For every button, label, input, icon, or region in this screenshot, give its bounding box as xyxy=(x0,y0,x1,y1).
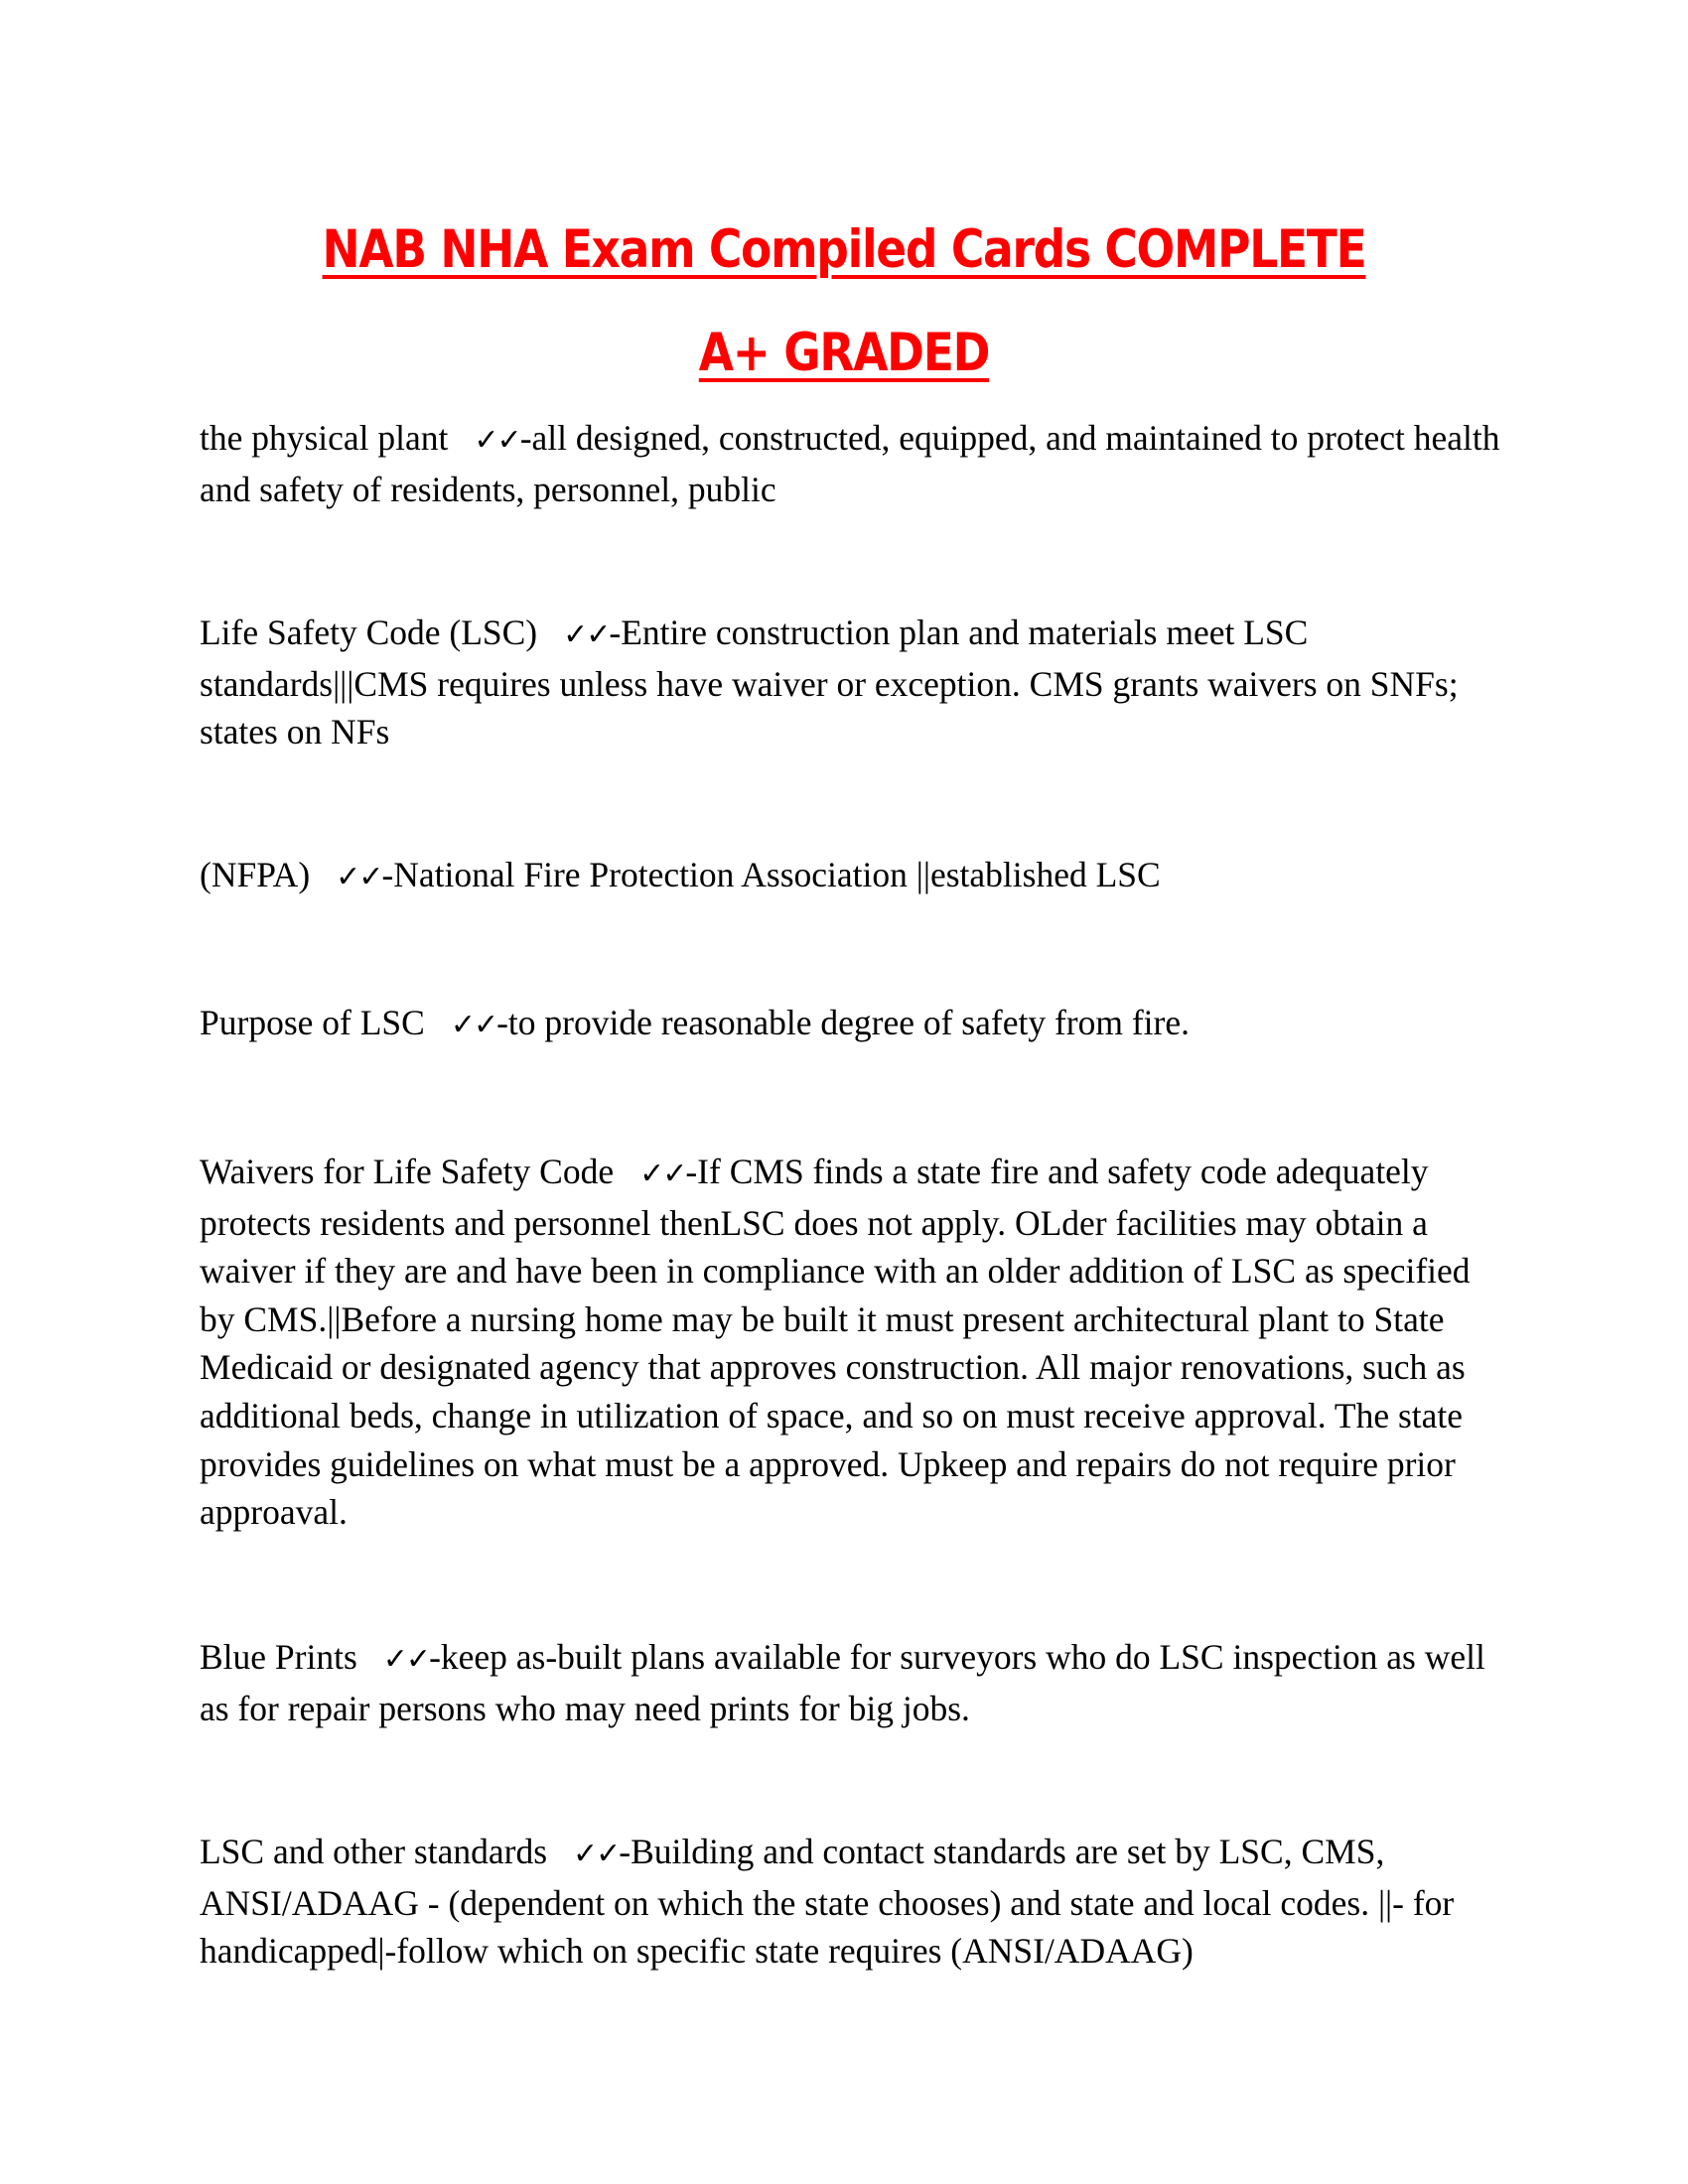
flashcard-nfpa xyxy=(200,851,1510,902)
card-definition: -keep as-built plans available for surveyors who do LSC inspection as well as for repair persons who may need prints for big jobs. xyxy=(200,1637,1485,1728)
flashcard-lsc-other-standards xyxy=(200,1828,1510,1976)
flashcard-waivers-lsc xyxy=(200,1148,1510,1537)
card-term: Blue Prints xyxy=(200,1637,357,1677)
flashcard-purpose-of-lsc xyxy=(200,999,1510,1050)
double-checkmark-icon: ✓✓ xyxy=(382,1642,430,1677)
card-definition: -Building and contact standards are set by LSC, CMS, ANSI/ADAAG - (dependent on which the state chooses) and state and local codes. ||- for handicapped|-follow which on specific state requires (ANSI/ADAAG) xyxy=(200,1832,1455,1972)
card-definition: -Entire construction plan and materials meet LSC standards|||CMS requires unless have waiver or exception. CMS grants waivers on SNFs; states on NFs xyxy=(200,613,1459,752)
card-term: the physical plant xyxy=(200,418,449,458)
double-checkmark-icon: ✓✓ xyxy=(336,860,382,894)
flashcard-blue-prints xyxy=(200,1633,1510,1732)
card-definition: -National Fire Protection Association ||established LSC xyxy=(381,855,1161,894)
card-definition: -If CMS finds a state fire and safety code adequately protects residents and personnel thenLSC does not apply. OLder facilities may obtain a waiver if they are and have been in compliance with an older addition of LSC as specified by CMS.||Before a nursing home may be built it must present architectural plant to State Medicaid or designated agency that approves construction. All major renovations, such as additional beds, change in utilization of space, and so on must receive approval. The state provides guidelines on what must be a approved. Upkeep and repairs do not require prior approaval. xyxy=(200,1152,1471,1533)
title-line-1: NAB NHA Exam Compiled Cards COMPLETE xyxy=(322,219,1366,280)
double-checkmark-icon: ✓✓ xyxy=(639,1157,686,1191)
card-term: Life Safety Code (LSC) xyxy=(200,613,538,652)
double-checkmark-icon: ✓✓ xyxy=(563,617,610,652)
double-checkmark-icon: ✓✓ xyxy=(573,1837,620,1871)
card-term: (NFPA) xyxy=(200,855,311,894)
card-definition: -all designed, constructed, equipped, and maintained to protect health and safety of residents, personnel, public xyxy=(200,418,1500,509)
flashcard-physical-plant xyxy=(200,414,1510,513)
flashcard-life-safety-code xyxy=(200,609,1510,756)
card-term: Waivers for Life Safety Code xyxy=(200,1152,615,1191)
card-term: LSC and other standards xyxy=(200,1832,548,1871)
title-line-2: A+ GRADED xyxy=(698,323,990,383)
double-checkmark-icon: ✓✓ xyxy=(450,1008,497,1042)
document-title xyxy=(149,199,1539,405)
card-definition: -to provide reasonable degree of safety from fire. xyxy=(496,1003,1190,1042)
card-term: Purpose of LSC xyxy=(200,1003,425,1042)
double-checkmark-icon: ✓✓ xyxy=(474,423,520,458)
